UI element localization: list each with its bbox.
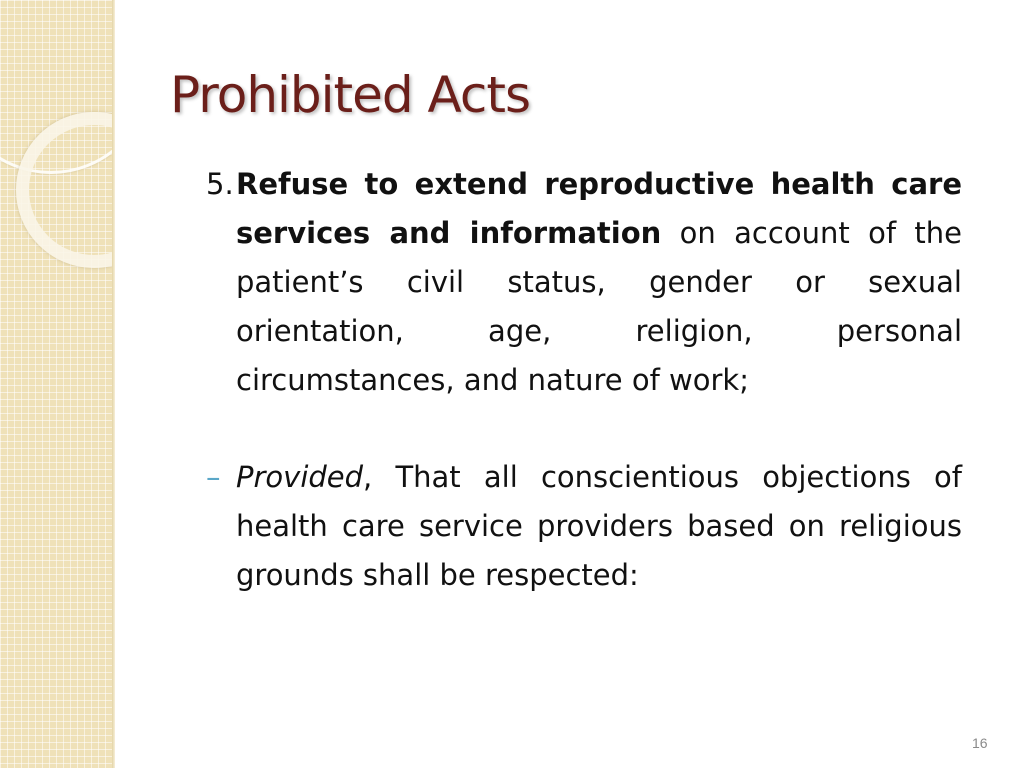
side-band-edge (112, 0, 115, 768)
dash-bullet: – (206, 460, 221, 494)
paragraph-gap (206, 405, 962, 453)
prohibited-act-item (206, 160, 962, 405)
proviso-item (206, 453, 962, 600)
proviso-text: , That all conscientious objections of health care service providers based on religious grounds shall be respected: (236, 460, 962, 592)
slide-body (206, 160, 962, 600)
proviso-italic-text: Provided (236, 460, 364, 494)
slide-title: Prohibited Acts (170, 66, 530, 124)
slide-number: 16 (972, 735, 988, 751)
decorative-side-band (0, 0, 112, 768)
item-number: 5. (206, 167, 234, 201)
item-text: on account of the patient’s civil status, gender or sexual orientation, age, religion, personal circumstances, and nature of work; (236, 216, 962, 397)
item-bold-text: Refuse to extend reproductive health care services and information (236, 167, 962, 250)
